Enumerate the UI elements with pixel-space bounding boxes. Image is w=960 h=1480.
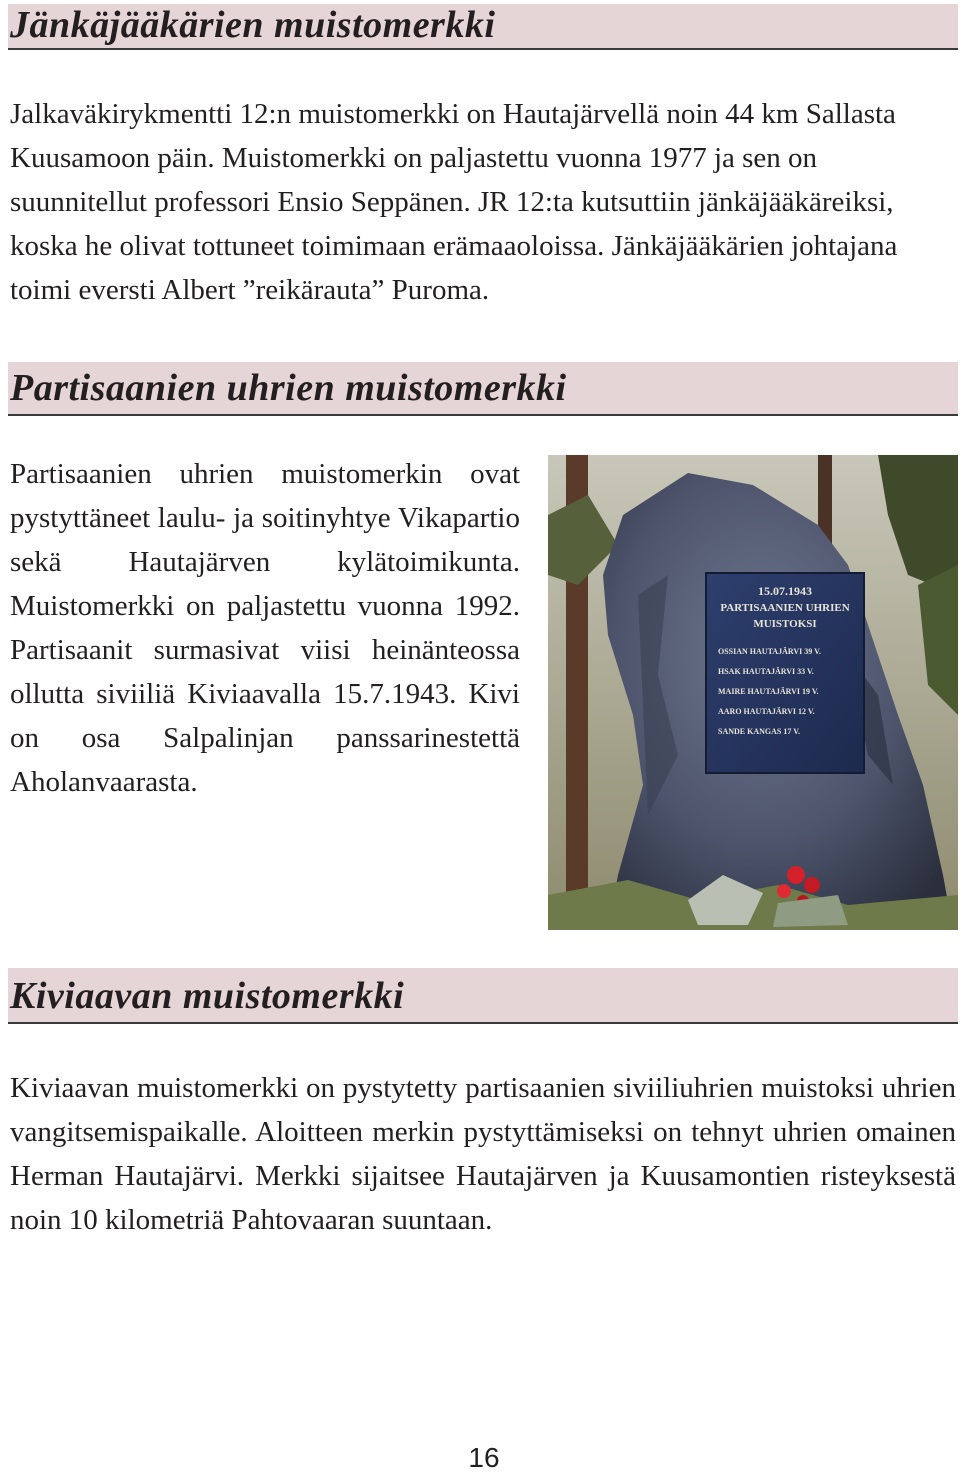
plaque-line: PARTISAANIEN UHRIEN bbox=[720, 602, 850, 614]
section-heading: Partisaanien uhrien muistomerkki bbox=[10, 367, 567, 409]
plaque-line: HSAK HAUTAJÄRVI 33 V. bbox=[718, 667, 814, 676]
plaque-line: MAIRE HAUTAJÄRVI 19 V. bbox=[718, 687, 819, 696]
section-heading: Kiviaavan muistomerkki bbox=[10, 975, 405, 1017]
section-paragraph: Jalkaväkirykmentti 12:n muistomerkki on Hautajärvellä noin 44 km Sallasta Kuusamoon päin. Muistomerkki on paljastettu vuonna 1977 ja sen on suunnitellut professori Ensio Seppänen. JR 12:ta kutsuttiin jänkäjääkäreiksi, koska he olivat tottuneet toimimaan erämaaoloissa. Jänkäjääkärien johtajana toimi eversti Albert ”reikärauta” Puroma. bbox=[10, 98, 898, 306]
plaque-line: OSSIAN HAUTAJÄRVI 39 V. bbox=[718, 647, 821, 656]
section-paragraph: Kiviaavan muistomerkki on pystytetty partisaanien siviiliuhrien muistoksi uhrien vangitsemispaikalle. Aloitteen merkin pystyttämiseksi on tehnyt uhrien omainen Herman Hautajärvi. Merkki sijaitsee Hautajärven ja Kuusamontien risteyksestä noin 10 kilometriä Pahtovaaran suuntaan. bbox=[10, 1072, 956, 1236]
plaque-line: SANDE KANGAS 17 V. bbox=[718, 727, 800, 736]
memorial-stone-photo bbox=[548, 455, 958, 930]
plaque-line: AARO HAUTAJÄRVI 12 V. bbox=[718, 707, 815, 716]
section-heading-band-1 bbox=[8, 4, 958, 50]
section-heading-band-3 bbox=[8, 968, 958, 1024]
section-paragraph: Partisaanien uhrien muistomerkin ovat pystyttäneet laulu- ja soitinyhtye Vikapartio sekä Hautajärven kylätoimikunta. Muistomerkki on paljastettu vuonna 1992. Partisaanit surmasivat viisi heinänteossa ollutta siviiliä Kiviaavalla 15.7.1943. Kivi on osa Salpalinjan panssarinestettä Aholanvaarasta. bbox=[10, 458, 520, 798]
section-heading: Jänkäjääkärien muistomerkki bbox=[10, 4, 496, 46]
plaque-line: MUISTOKSI bbox=[753, 618, 817, 630]
plaque-line: 15.07.1943 bbox=[758, 584, 812, 598]
page-number: 16 bbox=[468, 1442, 500, 1473]
section-heading-band-2 bbox=[8, 362, 958, 416]
